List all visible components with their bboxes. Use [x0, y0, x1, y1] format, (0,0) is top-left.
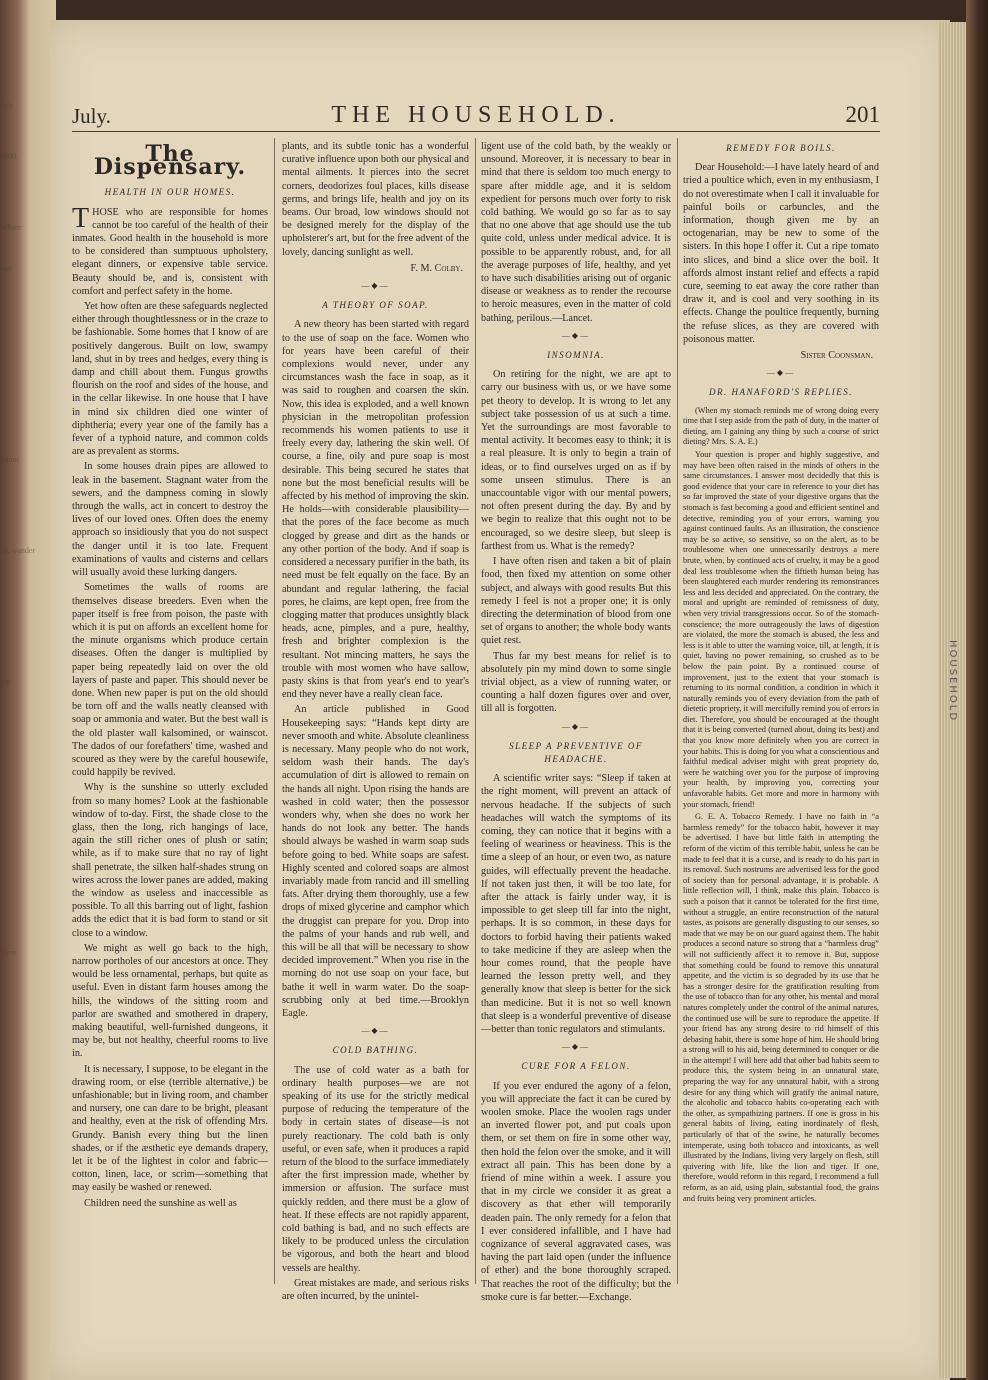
paragraph: A new theory has been started with regard to the use of soap on the face. Women who for years have been careful of their complexions would never, under any circumstances wash the face in soap, as it was said to roughen and coarsen the skin. Now, this idea is exploded, and a well known physician in the metropolitan profession recommends his women patients to use it freely every day, lathering the skin well. Of course, a fine, oily and pure soap is most desirable. This being secured he states that none but the most beneficial results will be affected by his method of improving the skin. He holds—with considerable plausibility—that the pores of the face become as much clogged by grease and dirt as the hands or any other portion of the body. And if soap is considered a necessary purifier in the bath, its need must be felt equally on the face. By an abundant and regular lathering, the facial pores, he claims, are kept open, free from the clogging matter that produces unsightly black heads, acne, pimples, and a pure, healthy, fresh and brighter complexion is the resultant. Not mincing matters, he says the trouble with most women who have sallow, pasty skins is that from year's end to year's end they never have a really clean face.: [282, 319, 469, 701]
paragraph: ligent use of the cold bath, by the weakly or unsound. Moreover, it is necessary to bear in mind that there is seldom too much energy to spare after middle age, and it is seldom expedient for persons much over forty to risk cold bathing. We would go so far as to say that no one above that age should use the tub quite cold, unless under medical advice. It is possible to be apparently robust, and, for all the average purposes of life, healthy, and yet to have such disabilities arising out of organic disease or weakness as to render the recourse to heroic measures, even in the matter of cold bathing, perilous.—Lancet.: [481, 141, 671, 324]
previous-page-edge: [0, 90, 48, 1290]
paragraph: The use of cold water as a bath for ordinary health purposes—we are not speaking of its use for the strictly medical purpose of reducing the temperature of the body in certain states of disease—is not purely reactionary. The cold bath is only useful, or even safe, when it produces a rapid return of the blood to the surface immediately after the first impression made, whether by immersion or affusion. The surface must quickly redden, and there must be a glow of heat. If these effects are not rapidly apparent, cold bathing is bad, and no such effects are likely to be produced unless the circulation be vigorous, and both the heart and blood vessels are healthy.: [282, 1064, 469, 1274]
paragraph: We might as well go back to the high, narrow portholes of our ancestors at once. They would be less ornamental, perhaps, but quite as useful. Even in distant farm houses among the hills, the windows of the sitting room and parlor are swathed and smothered in drapery, making beautiful, well-furnished dungeons, it may be, but not healthy, cheerful rooms to live in.: [72, 942, 268, 1060]
paragraph: In some houses drain pipes are allowed to leak in the basement. Stagnant water from the sewers, and the dampness coming in slowly through the walls, act in concert to destroy the lives of our loved ones. Often does the enemy approach so insidiously that you do not suspect the danger until it is too late. Frequent examinations of vaults and cisterns and cellars will usually avoid these lurking dangers.: [72, 461, 268, 579]
paragraph: If you ever endured the agony of a felon, you will appreciate the fact it can be cured by woolen smoke. Place the woolen rags under an inverted flower pot, and put coals upon them, or set them on fire in some other way, then hold the felon over the smoke, and it will extract all pain. This has been done by a friend of mine within a week. I assure you that in my circle we consider it as great a discovery as that ether will temporarily deaden pain. The only remedy for a felon that I ever considered infallible, and I have had cognizance of several aggravated cases, was having the part laid open (under the influence of ether) and the bone thoroughly scraped. That reaches the root of the difficulty; but the smoke cure is far better.—Exchange.: [481, 1080, 671, 1303]
column-2: [282, 140, 469, 1303]
fragment: Where: [0, 223, 22, 232]
signature: F. M. Colby.: [410, 262, 463, 274]
article-title: DR. HANAFORD'S REPLIES.: [709, 387, 853, 398]
signature: Sister Coonsman.: [800, 350, 873, 362]
paragraph: Yet how often are these safeguards neglected either through thoughtlessness or in the craze to be fashionable. Some homes that I know of are positively dangerous. Built on low, swampy land, shut in by trees and hedges, every thing is damp and chill about them. Fungus growths flourish on the roof and sides of the house, and in the cellar likewise. In one house that I have in mind six children died one winter of diphtheria; every year one of the family has a fever of a typhoid nature, and common colds are as prevalent as storms.: [72, 301, 268, 458]
column-rule: [475, 138, 476, 1284]
fragment: minor: [0, 455, 20, 464]
column-1: [72, 140, 268, 1282]
replies-section: [683, 406, 879, 1205]
paragraph: Your question is proper and highly suggestive, and may have been often raised in the minds of others in the same circumstances. I answer most decidedly that this is good evidence that your care in reference to your diet has so far improved the state of your digestive organs that the stomach is fast becoming a good and efficient sentinel and detective, reminding you of your errors, warning you against continued faults. As an illustration, the conscience may be so active, so sensitive, so on the alert, as to be troublesome when one unnecessarily destroys a mere brute, when, by continued acts of cruelty, it may be a good deal less troublesome when the fiftieth human being has been slaughtered each murder rendering its remonstrances less and less decided and appreciated. On the contrary, the moral and upright are reminded of remissness of duty, when very trivial transgressions occur. So of the stomach-conscience; the more outrageously the laws of digestion are violated, the more the stomach is abused, the less and less is it able to utter the warning voice, till, at length, it is quiet, having no power remaining, so crushed as to be below the pain point. By a continued course of improvement, just to the extent that your stomach is returning to its normal condition, a condition in which it naturally reminds you of every deviation from the path of dietetic propriety, it will mercifully remind you of errors in diet. Therefore, you should be encouraged at the thought that it is being converted (turned about, doing its best) and that you know more definitely when you are correct in your habits. This is doing for you what a conscientious and faithful medical adviser might with great propriety do, were he watching over you for the purpose of improving your health, by improving you, correcting your unfavorable habits. Get more and more in harmony with your stomach, friend!: [683, 450, 879, 809]
fragment: ing: [0, 677, 11, 686]
drop-cap: T: [72, 202, 90, 234]
paragraph: G. E. A. Tobacco Remedy. I have no faith in “a harmless remedy” for the tobacco habit, however it may be advertised. I have but little faith in attempting the reform of the victim of this terrible habit, unless he can be made to feel that it is a curse, and is ready to do his part in its removal. Such nostrums are advertised less for the good of society than for personal advantage, it is probable. A little reflection will, I think, make this plain. Tobacco is such a poison that it cannot be tolerated for the first time, without a struggle, an entire reconstruction of the natural tastes, as poisons are generally disgusting to our senses, so made that we may be on our guard against them. The habit produces a second nature so strong that a “harmless drug” will not sufficiently affect it to remove it. But, suppose that something could be found to remove this unnatural appetite, and the victim is so degraded by its use that he has a stronger desire for the gratification resulting from the use of tobacco than for any other, his mental and moral natures completely under the control of the animal natures, the continued use will be sure to reproduce the appetite. If your friend has any strong desire to rid himself of this debasing habit, there is some hope of him. He should bring a strong will to his aid, being determined to conquer or die in the attempt! I will here add that other bad habits seem to produce this, the system being in an unnatural state, preparing the way for any unnatural habit, with a strong desire for any thing which will gratify the animal nature, the alcoholic and tobacco habits co-operating each with the other, as sympathizing partners. If one is gross in his general habits of living, eating inordinately of flesh, particularly of that of the swine, he naturally becomes intemperate, using both tobacco and intoxicants, as well illustrated by the Indians, living very largely on flesh, still quivering with life, like the lion and tiger. If one, therefore, would reform in this regard, I recommend a full reform, as an aid, using plain, substantial food, the grains and fruits being very prominent articles.: [683, 812, 879, 1203]
article-title: HEALTH IN OUR HOMES.: [104, 187, 236, 198]
fragment: July: [0, 101, 14, 110]
ornament-divider: —◆—: [561, 721, 591, 731]
paragraph: I have often risen and taken a bit of plain food, then fixed my attention on some other subject, and always with good results But this remedy I feel is not a proper one; it is only directing the determination of blood from one set of organs to another; the whole body wants quiet rest.: [481, 556, 671, 647]
article-title: A THEORY OF SOAP.: [322, 300, 429, 311]
fragment: had: [0, 264, 12, 273]
paragraph-text: HOSE who are responsible for homes cannot be too careful of the health of their inmates. Good health in the household is more to be considered than sumptuous upholstery, elegant dinners, or expensive table service. Beauty should be, and is, consistent with comfort and perfect safety in the home.: [72, 206, 268, 297]
header-title: THE HOUSEHOLD.: [331, 102, 621, 128]
ornament-divider: —◆—: [766, 368, 796, 378]
ornament-divider: —◆—: [561, 1042, 591, 1052]
paragraph: plants, and its subtle tonic has a wonderful curative influence upon both our physical and mental ailments. It pierces into the secret corners, deodorizes foul places, kills disease germs, and brings life, health and joy on its beams. Our broad, low windows should not be designed merely for the display of the upholsterer's art, but for the free advent of the lovely, dancing sunlight as well.: [282, 141, 469, 258]
column-3: [481, 140, 671, 1303]
paragraph: Why is the sunshine so utterly excluded from so many homes? Look at the fashionable window of to-day. First, the shade close to the glass, then the long, rich hangings of lace, again the still richer ones of plush or satin; while, as if to make sure that no ray of light shall penetrate, the silken half-shades strung on wires across the lower panes are added, making the window as useless and inaccessible as possible. To all this barring out of light, fashion adds the edict that it is bad form to stand or sit close to a window.: [72, 782, 268, 939]
column-rule: [677, 138, 678, 1284]
article-title: CURE FOR A FELON.: [521, 1061, 631, 1072]
ornament-divider: —◆—: [361, 281, 390, 291]
department-heading: The Dispensary.: [93, 141, 247, 181]
paragraph: [72, 202, 268, 298]
article-title: INSOMNIA.: [547, 350, 605, 361]
ornament-divider: —◆—: [361, 1026, 390, 1036]
paragraph: Dear Household:—I have lately heard of and tried a poultice which, even in my enthusiasm, I do not overestimate when I call it invaluable for painful boils or carbuncles, and the information, though given me by an octogenarian, may be new to some of the sisters. In this hope I offer it. Cut a ripe tomato into slices, and bind a slice over the boil. It affords almost instant relief and effects a rapid cure, seeming to eat away the core rather than draw it, and is cool and very soothing in its effects. Change the poultice frequently, burning the refuse slices, as they are covered with poisonous matter.: [683, 162, 879, 345]
edge-stamp: HOUSEHOLD: [947, 640, 958, 723]
ornament-divider: —◆—: [561, 330, 591, 340]
binding-right: [966, 0, 988, 1380]
header-page-number: 201: [845, 102, 880, 127]
article-title: COLD BATHING.: [332, 1045, 419, 1056]
header-rule: [72, 131, 880, 132]
fragment: 1890.: [0, 152, 18, 161]
article-title: SLEEP A PREVENTIVE OF HEADACHE.: [509, 740, 643, 764]
column-rule: [274, 138, 275, 1284]
paragraph: Thus far my best means for relief is to absolutely pin my mind down to some single trivial object, as a view of running water, or counting a half dozen figures over and over, till all is forgotten.: [481, 650, 671, 715]
article-title: REMEDY FOR BOILS.: [726, 143, 836, 153]
paragraph: Great mistakes are made, and serious risks are often incurred, by the unintel-: [282, 1277, 469, 1303]
paragraph: An article published in Good Housekeeping says: “Hands kept dirty are never smooth and white. Absolute cleanliness is necessary. Many people who do not work, seldom wash their hands. The day's accumulation of dirt is allowed to remain on the hands all night. Upon rising the hands are washed in cold water; then the possessor wonders why, when she does no work her hands do not look any better. The hands should always be washed in warm soap suds before going to bed. White soaps are safest. Highly scented and colored soaps are almost invariably made from rancid and ill smelling fats. After drying them thoroughly, use a few drops of mixed glycerine and camphor which the druggist can prepare for you. Drop into the palms of your hands and rub well, and this will be all that will be necessary to show decided improvement.” When you rise in the morning do not use soap on your face, but bathe it well in warm water. Do the soap-scrubbing only at bed time.—Brooklyn Eagle.: [282, 704, 469, 1019]
column-4: [683, 140, 879, 1282]
header-month: July.: [72, 104, 111, 128]
paragraph: Children need the sunshine as well as: [84, 1197, 237, 1209]
paragraph: A scientific writer says: “Sleep if taken at the right moment, will prevent an attack of nervous headache. If the subjects of such headaches will watch the symptoms of its coming, they can notice that it begins with a feeling of weariness or heaviness. This is the time a sleep of an hour, or even two, as nature guides, will effectually prevent the headache. If not taken just then, it will be too late, for after the attack is fairly under way, it is impossible to get sleep till far into the night, perhaps. It is so common, in these days for doctors to forbid having their patients waked to take medicine if they are asleep when the hour comes round, that the people have learned the lesson pretty well, and they generally know that sleep is better for the sick than medicine. But it is not so well known that sleep is a wonderful preventive of disease—better than tonic regulators and stimulants.: [481, 773, 671, 1035]
fragment: ist, wander: [0, 546, 36, 555]
fragment: Steer: [0, 948, 17, 957]
paragraph: It is necessary, I suppose, to be elegant in the drawing room, or else (terrible alternative,) be unfashionable; but in living room, and chamber and nursery, one can dare to be bright, pleasant and healthy, even at the risk of offending Mrs. Grundy. Banish every thing but the linen shades, or if the æsthetic eye demands drapery, let it be of the lightest in color and fabric—cotton, linen, lace, or scrim—something that may easily be washed or renewed.: [72, 1063, 268, 1194]
paragraph: On retiring for the night, we are apt to carry our business with us, or we have some pet theory to develop. It is wrong to let any subject take possession of us at such a time. Yet the surroundings are most favorable to mental activity. It becomes easy to think; it is a real pleasure. It is only to begin a train of ideas, or to find ourselves urged on as if by some unseen stimulus. There is an unaccountable vigor with our mental powers, not often present during the day. By and by we begin to realize that this ought not to be encouraged, so we desire sleep, but sleep is farthest from us. What is the remedy?: [481, 369, 671, 552]
paragraph: Sometimes the walls of rooms are themselves disease breeders. Even when the paper itself is free from poison, the paste with which it is put on affords an excellent home for the minute organisms which produce certain diseases. Often the danger is multiplied by paper being repeatedly laid on over the old layers of paste and paper. This should never be done. When new paper is put on the old should be torn off and the walls neatly cleansed with soap or ammonia and water. But the best wall is the old plaster wall kalsomined, or wainscot. The dados of our forefathers' time, washed and scoured as they were by the careful housewife, could happily be revived.: [72, 582, 268, 779]
paragraph: (When my stomach reminds me of wrong doing every time that I step aside from the path of duty, in the matter of dieting, am I gaining any thing by such a course of strict dieting? Mrs. S. A. E.): [683, 405, 879, 447]
